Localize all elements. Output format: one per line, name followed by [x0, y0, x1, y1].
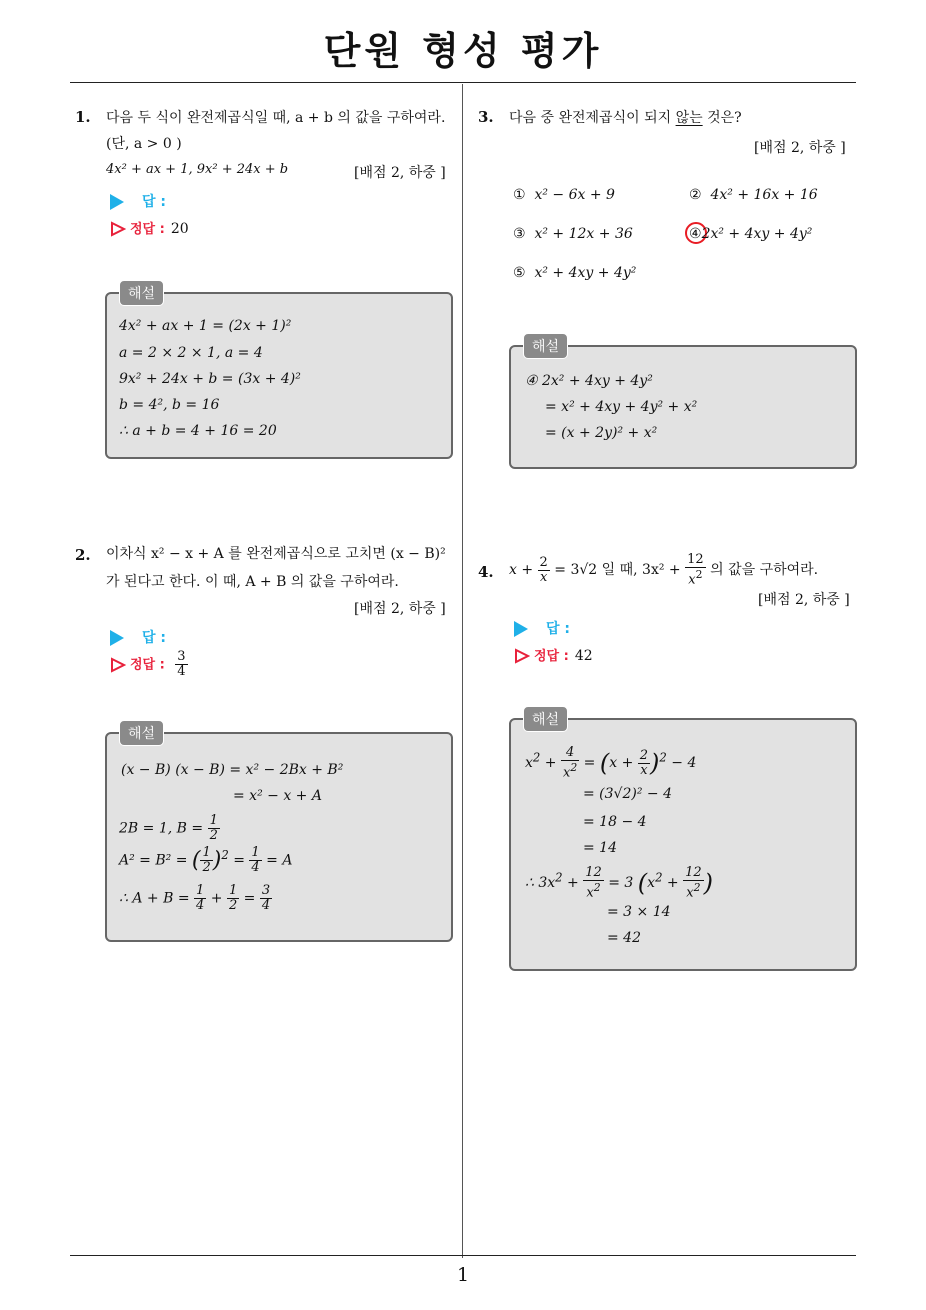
- footer-divider: [70, 1255, 856, 1256]
- question-number: 1.: [75, 108, 91, 126]
- play-icon: [110, 630, 124, 646]
- explanation-box: [509, 718, 857, 971]
- explanation-line: = 3 × 14: [607, 904, 671, 920]
- explanation-line: 4x² + ax + 1 = (2x + 1)²: [119, 318, 292, 334]
- option-1[interactable]: ① x² − 6x + 9: [513, 187, 615, 203]
- correct-answer: 정답 : 42: [514, 645, 593, 664]
- outline-triangle-icon: [110, 221, 126, 237]
- play-icon: [514, 621, 528, 637]
- explanation-line: ∴ a + b = 4 + 16 = 20: [119, 423, 277, 439]
- outline-triangle-icon: [110, 657, 126, 673]
- question-text: x + $\frac{2}{x}$ = 3√2 일 때, 3x² + $\frac{12}{x^2}$ 의 값을 구하여라.: [509, 552, 819, 588]
- score-info: [배점 2, 하중 ]: [354, 601, 446, 617]
- score-info: [배점 2, 하중 ]: [354, 165, 446, 181]
- question-expression: 4x² + ax + 1, 9x² + 24x + b: [106, 162, 289, 177]
- explanation-line: = 18 − 4: [583, 814, 647, 830]
- explanation-box: [105, 292, 453, 459]
- explanation-line: = 42: [607, 930, 641, 946]
- correct-answer: 정답 : $\frac{3}{4}$: [110, 650, 188, 679]
- fraction: $\frac{3}{4}$: [177, 649, 186, 679]
- explanation-line: 9x² + 24x + b = (3x + 4)²: [119, 371, 301, 387]
- score-info: [배점 2, 하중 ]: [754, 140, 846, 156]
- explanation-line: = x² − x + A: [233, 788, 322, 804]
- answer-line: 답 :: [110, 191, 166, 211]
- question-number: 4.: [478, 563, 494, 581]
- explanation-line: A² = B² = ( $\frac{1}{2}$ )$^2$ = $\frac{1}{4}$ = A: [119, 845, 293, 875]
- question-condition: (단, a > 0 ): [106, 136, 182, 152]
- explanation-tag: 해설: [523, 706, 568, 732]
- option-2[interactable]: ② 4x² + 16x + 16: [689, 187, 818, 203]
- explanation-line: $x^2$ + $\frac{4}{x^2}$ = (x + $\frac{2}{x}$ )$^2$ − 4: [525, 745, 697, 781]
- column-divider: [462, 84, 463, 1258]
- page-title: 단원 형성 평가: [323, 29, 603, 73]
- explanation-line: = x² + 4xy + 4y² + x²: [545, 399, 698, 415]
- explanation-line: 2B = 1, B = $\frac{1}{2}$: [119, 813, 218, 843]
- question-text: 이차식 x² − x + A 를 완전제곱식으로 고치면 (x − B)²: [106, 546, 446, 562]
- play-icon: [110, 194, 124, 210]
- explanation-tag: 해설: [119, 720, 164, 746]
- explanation-line: (x − B) (x − B) = x² − 2Bx + B²: [121, 762, 344, 778]
- answer-line: 답 :: [514, 618, 570, 638]
- explanation-line: = (3√2)² − 4: [583, 786, 672, 802]
- score-info: [배점 2, 하중 ]: [758, 592, 850, 608]
- option-4[interactable]: ④2x² + 4xy + 4y²: [689, 226, 813, 242]
- explanation-line: b = 4², b = 16: [119, 397, 220, 413]
- question-number: 3.: [478, 108, 494, 126]
- explanation-line: ④ 2x² + 4xy + 4y²: [525, 373, 653, 389]
- explanation-line: ∴ A + B = $\frac{1}{4}$ + $\frac{1}{2}$ = $\frac{3}{4}$: [119, 883, 271, 913]
- question-text: 다음 두 식이 완전제곱식일 때, a + b 의 값을 구하여라.: [106, 110, 446, 126]
- question-number: 2.: [75, 546, 91, 564]
- option-5[interactable]: ⑤ x² + 4xy + 4y²: [513, 265, 637, 281]
- question-text: 다음 중 완전제곱식이 되지 않는 것은?: [509, 110, 742, 126]
- question-text-cont: 가 된다고 한다. 이 때, A + B 의 값을 구하여라.: [106, 574, 399, 590]
- explanation-box: [105, 732, 453, 942]
- explanation-line: a = 2 × 2 × 1, a = 4: [119, 345, 263, 361]
- outline-triangle-icon: [514, 648, 530, 664]
- explanation-line: = (x + 2y)² + x²: [545, 425, 658, 441]
- header-divider: [70, 82, 856, 83]
- explanation-tag: 해설: [523, 333, 568, 359]
- page-number: 1: [456, 1264, 470, 1286]
- answer-line: 답 :: [110, 627, 166, 647]
- explanation-line: = 14: [583, 840, 617, 856]
- option-3[interactable]: ③ x² + 12x + 36: [513, 226, 633, 242]
- correct-answer: 정답 : 20: [110, 218, 189, 237]
- explanation-line: ∴ $3x^2$ + $\frac{12}{x^2}$ = 3 ($x^2$ + $\frac{12}{x^2}$ ): [525, 865, 714, 901]
- explanation-box: [509, 345, 857, 469]
- explanation-tag: 해설: [119, 280, 164, 306]
